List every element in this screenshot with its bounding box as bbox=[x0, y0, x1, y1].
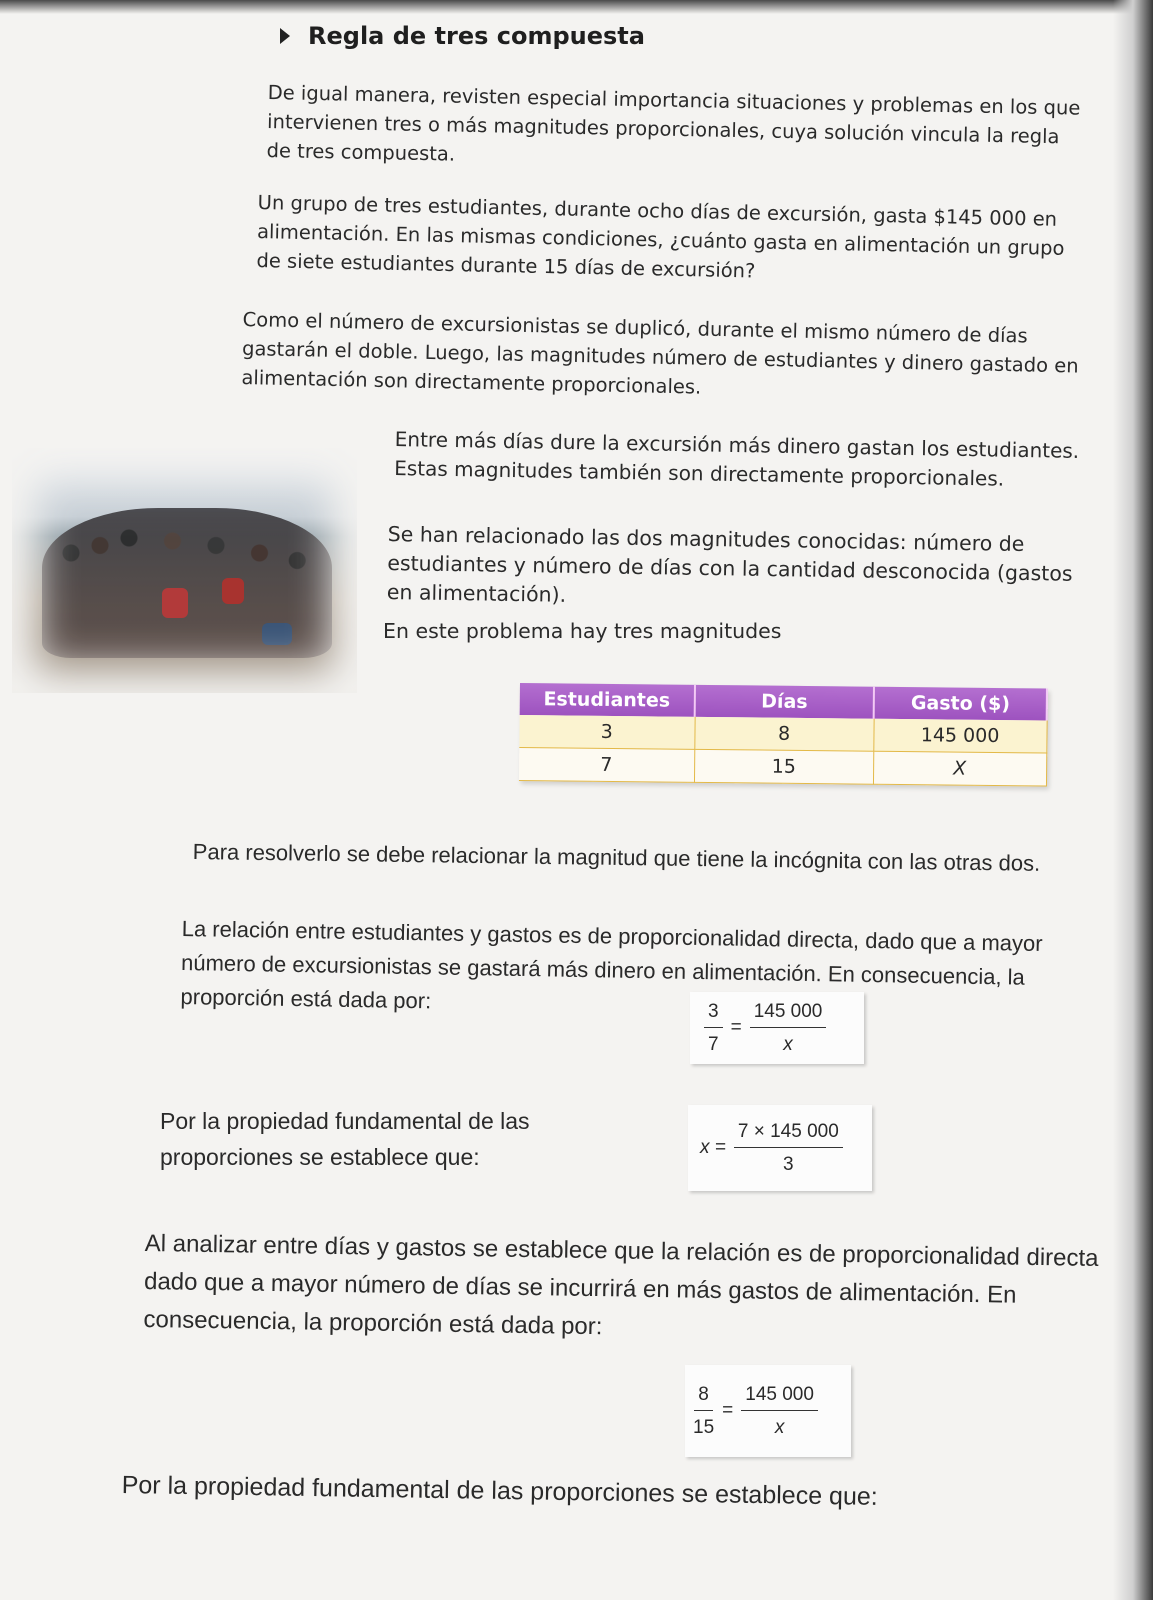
fraction-right bbox=[750, 1001, 827, 1056]
numerator: 145 000 bbox=[750, 1001, 827, 1028]
denominator: x bbox=[783, 1033, 793, 1055]
table-cell-unknown: X bbox=[873, 751, 1046, 786]
solve-hint-paragraph: Para resolverlo se debe relacionar la magnitud que tiene la incógnita con las otras dos. bbox=[192, 838, 1041, 876]
reasoning-paragraph-2: Entre más días dure la excursión más dinero gastan los estudiantes. Estas magnitudes también son directamente proporcionales. bbox=[394, 426, 1080, 491]
bullet-icon bbox=[280, 28, 290, 44]
denominator: 7 bbox=[708, 1033, 719, 1055]
problem-paragraph: Un grupo de tres estudiantes, durante ocho días de excursión, gasta $145 000 en alimentación. En las mismas condiciones, ¿cuánto gasta en alimentación un grupo de siete estudiantes durante 15 días de excursión? bbox=[256, 190, 1065, 283]
numerator: 7 × 145 000 bbox=[734, 1121, 843, 1148]
property-paragraph-1: Por la propiedad fundamental de las proporciones se establece que: bbox=[160, 1108, 530, 1170]
page-top-shadow bbox=[0, 0, 1153, 14]
table-cell: 8 bbox=[694, 717, 874, 751]
fraction-left bbox=[693, 1384, 714, 1439]
section-heading bbox=[280, 22, 645, 50]
fraction bbox=[734, 1121, 843, 1176]
proportion-formula-students bbox=[690, 992, 864, 1064]
table-header: Estudiantes bbox=[520, 683, 695, 717]
intro-paragraph: De igual manera, revisten especial importancia situaciones y problemas en los que intervienen tres o más magnitudes proporcionales, cuya solución vincula la regla de tres compuesta. bbox=[266, 80, 1081, 166]
equals-sign: = bbox=[730, 1017, 742, 1038]
solution-formula-students bbox=[688, 1105, 872, 1191]
students-relation-paragraph: La relación entre estudiantes y gastos es de proporcionalidad directa, dado que a mayor número de excursionistas se gastará más dinero en alimentación. En consecuencia, la proporción está dada por: bbox=[180, 915, 1043, 1014]
page-binding-curve bbox=[1113, 0, 1153, 1600]
numerator: 145 000 bbox=[741, 1384, 818, 1411]
table-cell: 3 bbox=[519, 715, 694, 749]
denominator: x bbox=[774, 1416, 785, 1438]
numerator: 8 bbox=[694, 1384, 713, 1411]
denominator: 3 bbox=[783, 1153, 794, 1175]
three-magnitudes-text: En este problema hay tres magnitudes bbox=[383, 619, 782, 643]
equals-sign: = bbox=[722, 1400, 734, 1421]
photo-vignette bbox=[12, 448, 357, 693]
property-paragraph-2: Por la propiedad fundamental de las proporciones se establece que: bbox=[121, 1470, 878, 1511]
table-cell: 145 000 bbox=[874, 719, 1047, 753]
section-title: Regla de tres compuesta bbox=[308, 22, 645, 50]
reasoning-paragraph-3: Se han relacionado las dos magnitudes conocidas: número de estudiantes y número de días con la cantidad desconocida (gastos en alimentación). bbox=[386, 521, 1073, 607]
magnitudes-table bbox=[519, 683, 1048, 787]
table-header: Días bbox=[695, 685, 875, 719]
table-row bbox=[519, 715, 1046, 753]
table-cell: 15 bbox=[694, 749, 874, 784]
fraction-right bbox=[741, 1384, 818, 1439]
table-header: Gasto ($) bbox=[874, 687, 1047, 721]
days-relation-paragraph: Al analizar entre días y gastos se establece que la relación es de proporcionalidad directa dado que a mayor número de días se incurrirá en más gastos de alimentación. En consecuencia, la proporción está dada por: bbox=[143, 1229, 1099, 1341]
reasoning-paragraph-1: Como el número de excursionistas se duplicó, durante el mismo número de días gastarán el doble. Luego, las magnitudes número de estudiantes y dinero gastado en alimentación son directamente proporcionales. bbox=[241, 307, 1079, 399]
formula-lhs: x = bbox=[700, 1137, 726, 1158]
table-row bbox=[519, 747, 1046, 786]
fraction-left bbox=[704, 1001, 723, 1056]
denominator: 15 bbox=[693, 1416, 715, 1438]
proportion-formula-days bbox=[685, 1365, 851, 1457]
numerator: 3 bbox=[704, 1001, 723, 1028]
students-group-photo bbox=[12, 448, 357, 693]
table-cell: 7 bbox=[519, 747, 694, 782]
